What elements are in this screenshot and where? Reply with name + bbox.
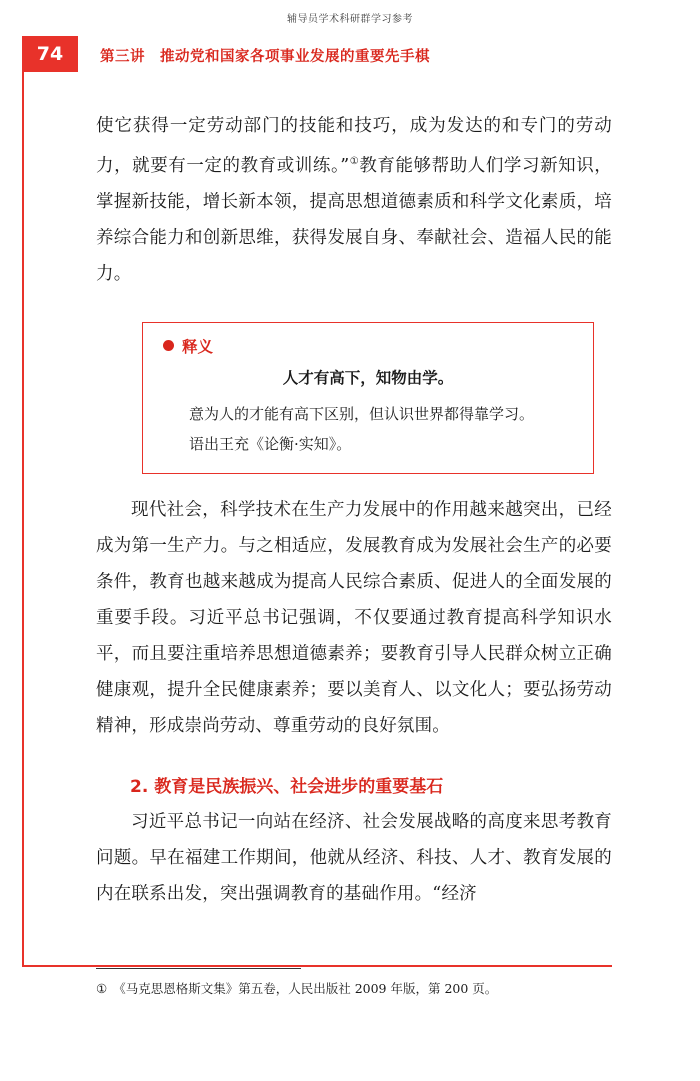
paragraph-2: 现代社会，科学技术在生产力发展中的作用越来越突出，已经成为第一生产力。与之相适应，发展教育成为发展社会生产的必要条件，教育也越来越成为提高人民综合素质、促进人的全面发展的重要手段。习近平总书记强调，不仅要通过教育提高科学知识水平，而且要注重培养思想道德素养；要教育引导人民群众树立正确健康观，提升全民健康素养；要以美育人、以文化人；要弘扬劳动精神，形成崇尚劳动、尊重劳动的良好氛围。	[96, 499, 612, 736]
paragraph-3: 习近平总书记一向站在经济、社会发展战略的高度来思考教育问题。早在福建工作期间，他就从经济、科技、人才、教育发展的内在联系出发，突出强调教育的基础作用。“经济	[96, 811, 612, 904]
sub-heading: 2. 教育是民族振兴、社会进步的重要基石	[130, 776, 444, 797]
main-content	[96, 108, 612, 912]
footnote-separator	[96, 968, 301, 969]
bottom-horizontal-rule	[22, 965, 612, 967]
footnote	[96, 978, 612, 1000]
shiyi-label: 释义	[182, 337, 214, 356]
shiyi-box	[142, 322, 594, 474]
paragraph-1	[96, 108, 612, 292]
footnote-marker: ①	[96, 981, 108, 996]
left-vertical-rule	[22, 72, 24, 967]
shiyi-header	[163, 335, 577, 357]
paragraph-1-continuation: 教育能够帮助人们学习新知识，掌握新技能，增长新本领，提高思想道德素质和科学文化素质，培养综合能力和创新思维，获得发展自身、奉献社会、造福人民的能力。	[96, 155, 612, 284]
bullet-dot-icon	[163, 340, 174, 351]
shiyi-source: 语出王充《论衡·实知》。	[189, 434, 352, 453]
footnote-text: 《马克思恩格斯文集》第五卷，人民出版社 2009 年版，第 200 页。	[113, 981, 498, 996]
footnote-marker-inline: ①	[349, 156, 360, 167]
page-header	[0, 36, 700, 72]
running-head: 辅导员学术科研群学习参考	[287, 14, 413, 25]
paragraph-1-text: 使它获得一定劳动部门的技能和技巧，成为发达的和专门的劳动力，就要有一定的教育或训练。”	[96, 116, 612, 176]
chapter-title: 第三讲 推动党和国家各项事业发展的重要先手棋	[100, 49, 430, 65]
page-number-badge: 74	[22, 36, 78, 72]
shiyi-quote: 人才有高下，知物由学。	[282, 367, 454, 387]
shiyi-explanation: 意为人的才能有高下区别，但认识世界都得靠学习。	[189, 404, 535, 423]
